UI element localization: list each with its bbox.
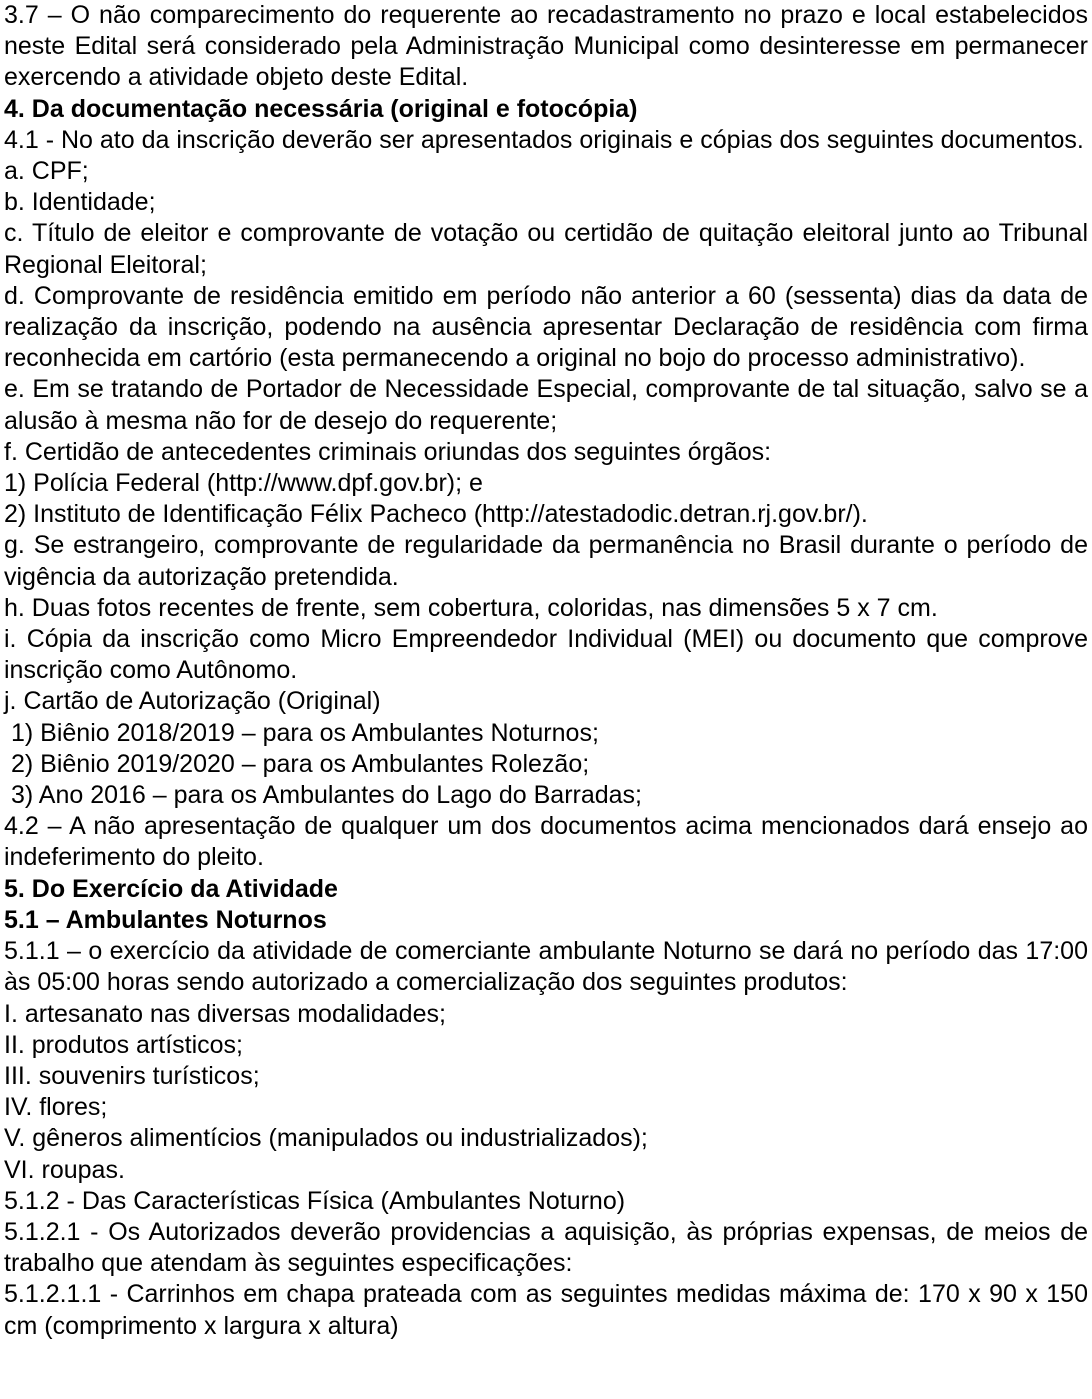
paragraph: 4.2 – A não apresentação de qualquer um dos documentos acima mencionados dará ensejo ao indeferimento do pleito. bbox=[4, 812, 1088, 872]
paragraph: d. Comprovante de residência emitido em período não anterior a 60 (sessenta) dias da data de realização da inscrição, podendo na ausência apresentar Declaração de residência com firma reconhecida em cartório (esta permanecendo a original no bojo do processo administrativo). bbox=[4, 281, 1088, 373]
paragraph: IV. flores; bbox=[4, 1093, 108, 1122]
paragraph: III. souvenirs turísticos; bbox=[4, 1061, 260, 1090]
paragraph: h. Duas fotos recentes de frente, sem cobertura, coloridas, nas dimensões 5 x 7 cm. bbox=[4, 593, 938, 622]
paragraph: 2) Biênio 2019/2020 – para os Ambulantes Rolezão; bbox=[11, 749, 590, 778]
paragraph: b. Identidade; bbox=[4, 188, 156, 217]
paragraph: 5.1.2.1 - Os Autorizados deverão providencias a aquisição, às próprias expensas, de meios de trabalho que atendam às seguintes especificações: bbox=[4, 1217, 1088, 1278]
paragraph: j. Cartão de Autorização (Original) bbox=[4, 687, 381, 716]
paragraph: e. Em se tratando de Portador de Necessidade Especial, comprovante de tal situação, salvo se a alusão à mesma não for de desejo do requerente; bbox=[4, 375, 1088, 435]
paragraph: a. CPF; bbox=[4, 157, 89, 186]
section-heading: 5.1 – Ambulantes Noturnos bbox=[4, 905, 327, 934]
paragraph: 3) Ano 2016 – para os Ambulantes do Lago do Barradas; bbox=[11, 781, 643, 810]
paragraph: 5.1.2 - Das Características Física (Ambulantes Noturno) bbox=[4, 1186, 626, 1215]
paragraph: I. artesanato nas diversas modalidades; bbox=[4, 999, 446, 1028]
paragraph: 4.1 - No ato da inscrição deverão ser apresentados originais e cópias dos seguintes documentos. bbox=[4, 125, 1084, 154]
paragraph: 5.1.1 – o exercício da atividade de comerciante ambulante Noturno se dará no período das 17:00 às 05:00 horas sendo autorizado a comercialização dos seguintes produtos: bbox=[4, 937, 1088, 997]
section-heading: 4. Da documentação necessária (original e fotocópia) bbox=[4, 94, 638, 123]
paragraph: VI. roupas. bbox=[4, 1155, 125, 1184]
paragraph: II. produtos artísticos; bbox=[4, 1030, 243, 1059]
paragraph: 1) Polícia Federal (http://www.dpf.gov.br); e bbox=[4, 469, 483, 498]
paragraph: V. gêneros alimentícios (manipulados ou industrializados); bbox=[4, 1124, 648, 1153]
paragraph: 3.7 – O não comparecimento do requerente ao recadastramento no prazo e local estabelecidos neste Edital será considerado pela Administração Municipal como desinteresse em permanecer exercendo a atividade objeto deste Edital. bbox=[4, 1, 1088, 92]
paragraph: i. Cópia da inscrição como Micro Empreendedor Individual (MEI) ou documento que comprove inscrição como Autônomo. bbox=[4, 625, 1088, 685]
paragraph: f. Certidão de antecedentes criminais oriundas dos seguintes órgãos: bbox=[4, 437, 772, 466]
document-page bbox=[4, 0, 1088, 1342]
section-heading: 5. Do Exercício da Atividade bbox=[4, 874, 338, 903]
paragraph: 5.1.2.1.1 - Carrinhos em chapa prateada com as seguintes medidas máxima de: 170 x 90 x 150 cm (comprimento x largura x altura) bbox=[4, 1280, 1088, 1340]
paragraph: c. Título de eleitor e comprovante de votação ou certidão de quitação eleitoral junto ao Tribunal Regional Eleitoral; bbox=[4, 219, 1088, 279]
paragraph: 1) Biênio 2018/2019 – para os Ambulantes Noturnos; bbox=[11, 718, 599, 747]
paragraph: 2) Instituto de Identificação Félix Pacheco (http://atestadodic.detran.rj.gov.br/). bbox=[4, 500, 868, 529]
paragraph: g. Se estrangeiro, comprovante de regularidade da permanência no Brasil durante o período de vigência da autorização pretendida. bbox=[4, 531, 1088, 591]
